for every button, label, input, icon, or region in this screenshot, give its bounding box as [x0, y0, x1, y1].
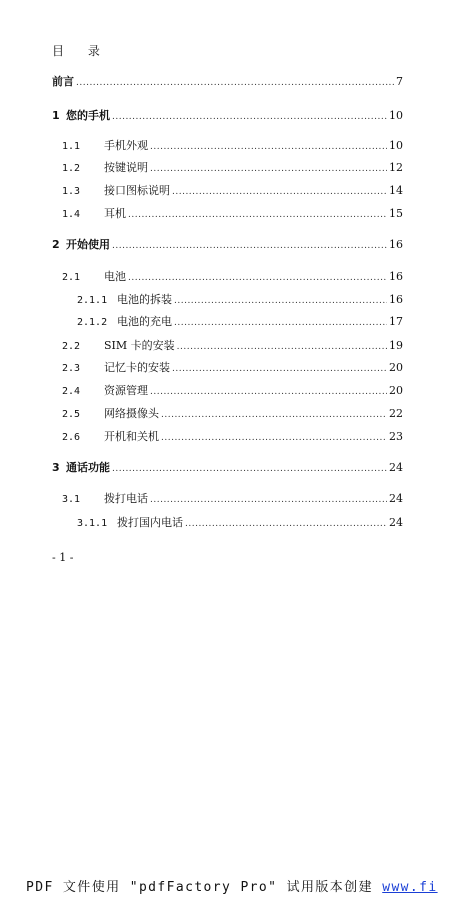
toc-entry[interactable]	[62, 406, 403, 422]
toc-entry-page: 23	[389, 430, 403, 443]
toc-entry[interactable]	[62, 269, 403, 285]
toc-entry-page: 10	[389, 139, 403, 152]
toc-entry-title: 通话功能	[66, 461, 110, 474]
toc-entry-page: 16	[389, 270, 403, 283]
toc-dot-leader	[161, 430, 387, 446]
toc-entry[interactable]	[62, 383, 403, 399]
toc-entry-title: 记忆卡的安装	[104, 361, 170, 374]
toc-entry[interactable]	[62, 429, 403, 445]
toc-dot-leader	[150, 161, 387, 177]
toc-dot-leader	[185, 516, 387, 532]
toc-entry-number: 2.1.2	[77, 317, 108, 328]
toc-entry-number: 1.2	[62, 163, 81, 174]
toc-entry-title: 电池的充电	[117, 315, 172, 328]
toc-entry-page: 12	[389, 161, 403, 174]
toc-entry-title: 拨打国内电话	[117, 516, 183, 529]
toc-dot-leader	[112, 461, 387, 477]
toc-entry[interactable]	[62, 160, 403, 176]
toc-entry-page: 24	[389, 516, 403, 529]
toc-entry-title: 开始使用	[66, 238, 110, 251]
toc-dot-leader	[128, 270, 387, 286]
toc-entry-page: 22	[389, 407, 403, 420]
toc-entry[interactable]	[52, 460, 403, 476]
toc-dot-leader	[161, 407, 387, 423]
toc-entry-page: 15	[389, 207, 403, 220]
toc-entry-number: 2.1.1	[77, 295, 108, 306]
toc-entry[interactable]	[62, 360, 403, 376]
toc-entry-title: 电池的拆装	[117, 293, 172, 306]
toc-entry-number: 1.1	[62, 141, 81, 152]
toc-entry-page: 20	[389, 361, 403, 374]
toc-entry-page: 20	[389, 384, 403, 397]
toc-entry[interactable]	[52, 237, 403, 253]
toc-dot-leader	[128, 207, 387, 223]
toc-entry[interactable]	[52, 108, 403, 124]
toc-entry-title: SIM 卡的安装	[104, 339, 175, 352]
toc-dot-leader	[150, 384, 387, 400]
toc-entry-number: 2	[52, 238, 60, 251]
banner-link[interactable]: www.fi	[382, 880, 438, 895]
toc-entry-number: 2.6	[62, 432, 81, 443]
toc-entry-number: 3.1.1	[77, 518, 108, 529]
toc-entry-title: 开机和关机	[104, 430, 159, 443]
toc-dot-leader	[174, 293, 387, 309]
toc-entry-number: 2.4	[62, 386, 81, 397]
toc-dot-leader	[174, 315, 387, 331]
toc-entry-title: 手机外观	[104, 139, 148, 152]
toc-entry-title: 接口图标说明	[104, 184, 170, 197]
toc-entry-title: 耳机	[104, 207, 126, 220]
toc-entry-title: 拨打电话	[104, 492, 148, 505]
toc-entry-title: 您的手机	[66, 109, 110, 122]
toc-entry-page: 19	[389, 339, 403, 352]
toc-dot-leader	[150, 139, 387, 155]
toc-entry[interactable]	[62, 338, 403, 354]
toc-entry[interactable]	[62, 183, 403, 199]
toc-entry-number: 2.1	[62, 272, 81, 283]
toc-entry[interactable]	[62, 206, 403, 222]
toc-entry-page: 17	[389, 315, 403, 328]
toc-entry-page: 7	[396, 75, 403, 88]
toc-entry-page: 24	[389, 492, 403, 505]
toc-entry[interactable]	[62, 491, 403, 507]
toc-dot-leader	[112, 109, 387, 125]
toc-entry-number: 1	[52, 109, 60, 122]
toc-entry-page: 16	[389, 238, 403, 251]
toc-entry[interactable]	[77, 515, 403, 531]
toc-entry-title: 电池	[104, 270, 126, 283]
toc-entry[interactable]	[77, 292, 403, 308]
toc-entry-page: 10	[389, 109, 403, 122]
toc-dot-leader	[76, 75, 394, 91]
toc-entry-title: 网络摄像头	[104, 407, 159, 420]
toc-dot-leader	[172, 184, 387, 200]
toc-heading: 目 录	[52, 44, 110, 58]
toc-entry-number: 2.5	[62, 409, 81, 420]
toc-entry-number: 1.3	[62, 186, 81, 197]
toc-dot-leader	[172, 361, 387, 377]
toc-dot-leader	[177, 339, 387, 355]
toc-entry-number: 2.2	[62, 341, 81, 352]
toc-entry-title: 资源管理	[104, 384, 148, 397]
toc-entry-page: 14	[389, 184, 403, 197]
pdffactory-banner	[26, 876, 438, 895]
toc-entry-title: 前言	[52, 75, 74, 88]
toc-entry[interactable]	[62, 138, 403, 154]
toc-dot-leader	[150, 492, 387, 508]
toc-entry[interactable]	[77, 314, 403, 330]
toc-entry-page: 24	[389, 461, 403, 474]
toc-entry-page: 16	[389, 293, 403, 306]
banner-text: PDF 文件使用 "pdfFactory Pro" 试用版本创建	[26, 880, 383, 895]
toc-entry-title: 按键说明	[104, 161, 148, 174]
toc-entry-number: 1.4	[62, 209, 81, 220]
page-number: - 1 -	[52, 551, 74, 564]
toc-entry-number: 3.1	[62, 494, 81, 505]
toc-dot-leader	[112, 238, 387, 254]
toc-entry[interactable]	[52, 74, 403, 90]
toc-entry-number: 2.3	[62, 363, 81, 374]
toc-entry-number: 3	[52, 461, 60, 474]
